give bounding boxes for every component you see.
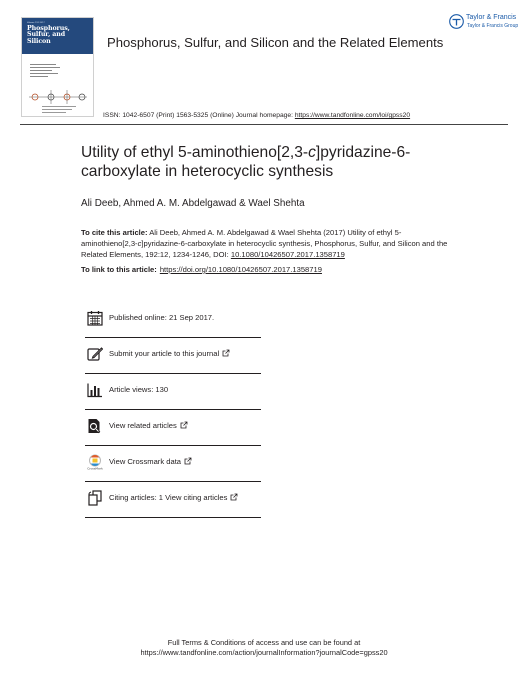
- cover-header: [22, 18, 93, 54]
- calendar-icon: [87, 310, 103, 326]
- journal-name-link[interactable]: Phosphorus, Sulfur, and Silicon and the Related Elements: [107, 35, 444, 50]
- doi-link[interactable]: 10.1080/10426507.2017.1358719: [230, 250, 345, 259]
- citing-articles-icon: [87, 490, 103, 506]
- crossmark-caption: CrossMark: [87, 466, 103, 470]
- footer-terms-link[interactable]: https://www.tandfonline.com/action/journalInformation?journalCode=gpss20: [140, 648, 388, 657]
- journal-cover-image: [21, 17, 94, 117]
- title-text: Utility of ethyl 5-aminothieno[2,3-: [81, 144, 309, 161]
- footer-terms: [0, 638, 528, 658]
- crossmark-row[interactable]: [85, 446, 261, 482]
- title-text: ]pyridazine-6-carboxylate in heterocyclic synthesis: [81, 144, 411, 180]
- article-views-row: [85, 374, 261, 410]
- citation-label: To cite this article:: [81, 228, 148, 237]
- citing-articles-link[interactable]: Citing articles: 1 View citing articles: [109, 493, 228, 502]
- article-info-list: [85, 302, 261, 518]
- crossmark-link[interactable]: View Crossmark data: [109, 457, 182, 466]
- article-title: [81, 143, 461, 181]
- cover-footer-lines: [42, 106, 78, 115]
- citation-block: [81, 227, 451, 260]
- cover-contents-lines: [30, 64, 60, 79]
- external-link-icon: [230, 493, 238, 501]
- article-link-line: [81, 265, 322, 274]
- citation-italic: c: [137, 239, 142, 248]
- external-link-icon: [180, 421, 188, 429]
- cover-title-line: Phosphorus,: [27, 25, 70, 32]
- publisher-logo[interactable]: [449, 12, 519, 34]
- citation-text: Ali Deeb, Ahmed A. M. Abdelgawad & Wael Shehta (2017) Utility of ethyl 5-aminothieno[2,3-: [81, 228, 402, 248]
- publisher-tagline: Taylor & Francis Group: [467, 23, 519, 29]
- submit-article-row[interactable]: [85, 338, 261, 374]
- issn-line: [103, 112, 410, 119]
- submit-article-link[interactable]: Submit your article to this journal: [109, 349, 220, 358]
- cover-title-line: Sulfur, and: [27, 31, 66, 39]
- cover-title-line: Silicon: [27, 37, 51, 45]
- published-online-text: Published online: 21 Sep 2017.: [109, 313, 215, 322]
- publisher-name: Taylor & Francis: [466, 14, 517, 21]
- cover-volume: Volume 192 2017: [27, 22, 45, 24]
- issn-text: ISSN: 1042-6507 (Print) 1563-5325 (Online) Journal homepage:: [103, 112, 295, 119]
- header-divider: [20, 124, 508, 125]
- publisher-logo-icon: [449, 14, 464, 29]
- article-authors: Ali Deeb, Ahmed A. M. Abdelgawad & Wael Shehta: [81, 198, 305, 209]
- link-label: To link to this article:: [81, 265, 157, 274]
- footer-terms-text: Full Terms & Conditions of access and use can be found at: [167, 638, 361, 647]
- journal-homepage-link[interactable]: https://www.tandfonline.com/loi/gpss20: [294, 112, 411, 119]
- published-online-row: [85, 302, 261, 338]
- title-italic: c: [308, 144, 316, 161]
- edit-icon: [87, 346, 103, 362]
- article-views-text: Article views: 130: [109, 385, 169, 394]
- related-articles-row[interactable]: [85, 410, 261, 446]
- search-document-icon: [87, 418, 103, 434]
- crossmark-icon: [87, 454, 103, 470]
- article-doi-url[interactable]: https://doi.org/10.1080/10426507.2017.1358719: [159, 265, 322, 274]
- citing-articles-row[interactable]: [85, 482, 261, 518]
- external-link-icon: [222, 349, 230, 357]
- related-articles-link[interactable]: View related articles: [109, 421, 177, 430]
- citation-text: ]pyridazine-6-carboxylate in heterocyclic synthesis, Phosphorus, Sulfur, and Silicon and the Related Elements, 192:12, 1234-1246, DOI:: [81, 239, 448, 259]
- external-link-icon: [184, 457, 192, 465]
- bar-chart-icon: [87, 382, 103, 398]
